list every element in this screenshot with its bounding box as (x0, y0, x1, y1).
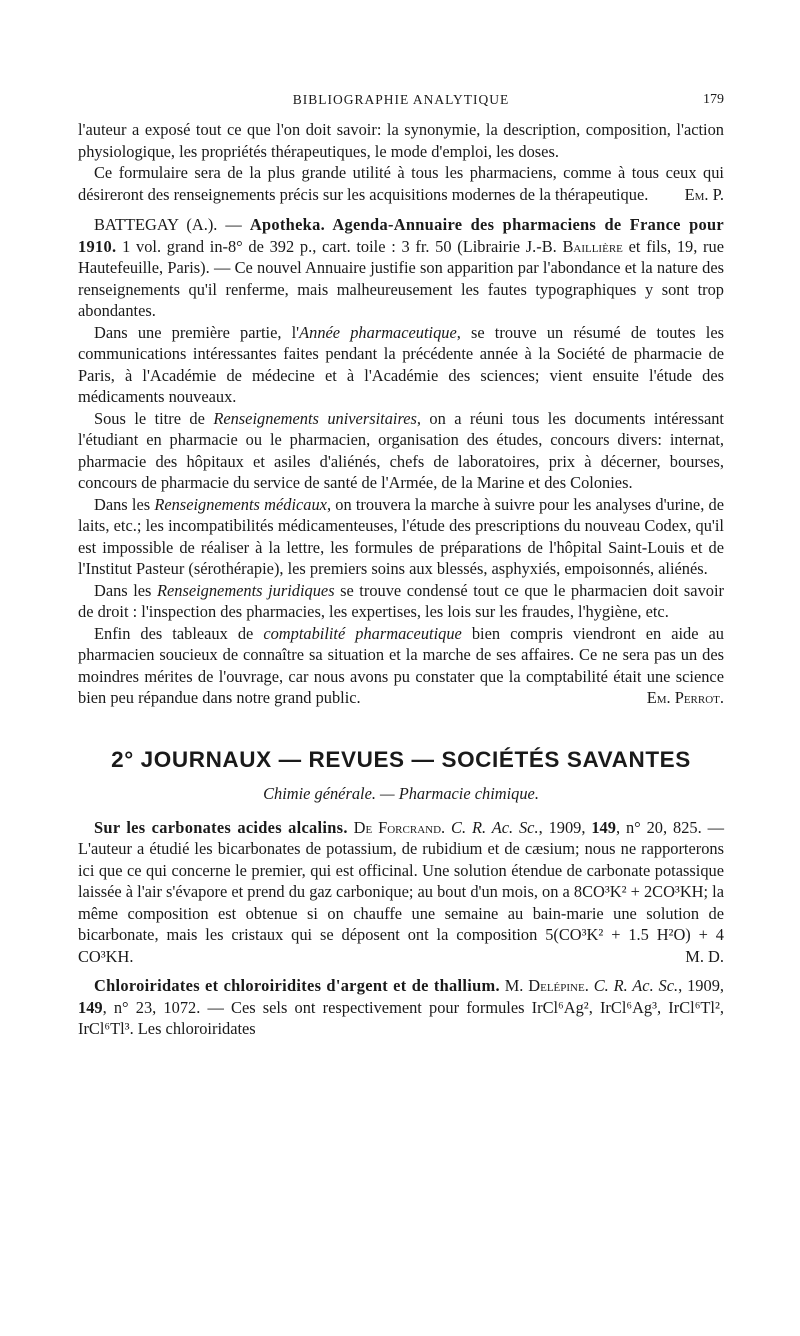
review2-paragraph-5 (78, 580, 724, 623)
article2-ref-a: , 1909, (678, 976, 724, 995)
review1-signature: Em. P. (684, 184, 724, 204)
review2-p5-italic: Renseignements juridiques (156, 580, 335, 600)
article1-author: De Forcrand. (347, 817, 452, 837)
review2-details-rest: et fils, 19, rue Hautefeuille, Paris). — Ce nouvel Annuaire justifie son apparition par l'abondance et la nature des renseignements qu'il renferme, mais malheureusement les fautes typographiques y sont trop abondantes. (78, 236, 724, 320)
review2-p3-text-a: Sous le titre de (94, 408, 214, 428)
review2-p5-text-a: Dans les (94, 580, 157, 600)
running-header (78, 92, 724, 114)
article1-title: Sur les carbonates acides alcalins. (94, 817, 348, 837)
article1-signature: M. D. (685, 946, 724, 966)
article2-title: Chloroiridates et chloroiridites d'argent et de thallium. (94, 976, 500, 995)
article1-journal: C. R. Ac. Sc. (451, 817, 539, 837)
review2-p2-text-b: , se trouve un résumé de toutes les communications intéressantes faites pendant la précédente année à la Société de pharmacie de Paris, à l'Académie de médecine et à l'Académie des sciences; vient ensuite l'étude des médicaments nouveaux. (78, 322, 724, 406)
review2-p4-text-b: , on trouvera la marche à suivre pour les analyses d'urine, de laits, etc.; les incompatibilités médicamenteuses, l'étude des prescriptions du nouveau Codex, qu'il est impossible de réaliser à la lettre, les formules de préparations de l'hôpital Saint-Louis et de l'Institut Pasteur (sérothérapie), les premiers soins aux blessés, asphyxiés, empoisonnés, aliénés. (78, 494, 724, 578)
review1-paragraph-2 (78, 162, 724, 205)
review2-p6-text-a: Enfin des tableaux de (94, 623, 264, 643)
review2-author: BATTEGAY (A.). — (94, 215, 250, 234)
review2-publisher: Baillière (562, 236, 623, 256)
article1-ref-b: , n° 20, 825. — L'auteur a étudié les bicarbonates de potassium, de rubidium et de cæsium; nous ne rapporterons ici que ce qui concerne le premier, qui est officinal. Une solution étendue de carbonate potassique laissée à l'air s'évapore et prend du gaz carbonique; au bout d'un mois, on a 8CO³K² + 2CO³KH; la même composition est obtenue si on chauffe une semaine au bain-marie une solution de bicarbonate, mais les cristaux qui se déposent ont la composition 5(CO³K² + 1.5 H²O) + 4 CO³KH. (78, 817, 724, 966)
section-subheading: Chimie générale. — Pharmacie chimique. (263, 783, 539, 803)
review2-paragraph-4 (78, 494, 724, 580)
review2-title: Apotheka. Agenda-Annuaire des pharmaciens de France pour 1910. (78, 215, 724, 256)
article1-paragraph (78, 817, 724, 968)
article2-ref-b: , n° 23, 1072. — Ces sels ont respectivement pour formules IrCl⁶Ag², IrCl⁶Ag³, IrCl⁶Tl², IrCl⁶Tl³. Les chloroiridates (78, 997, 724, 1038)
review2-paragraph-3 (78, 408, 724, 494)
section-heading: 2° JOURNAUX — REVUES — SOCIÉTÉS SAVANTES (111, 746, 691, 772)
review2-p6-italic: comptabilité pharmaceutique (263, 623, 462, 643)
review2-p3-italic: Renseignements universitaires (213, 408, 417, 428)
review2-paragraph-6 (78, 623, 724, 709)
review2-details: 1 vol. grand in-8° de 392 p., cart. toile : 3 fr. 50 (Librairie J.-B. (116, 236, 563, 256)
page-number: 179 (703, 92, 724, 107)
article2-volume: 149 (78, 997, 103, 1017)
review2-p5-text-b: se trouve condensé tout ce que le pharmacien doit savoir de droit : l'inspection des pharmacies, les expertises, les lois sur les fraudes, l'hygiène, etc. (78, 580, 724, 621)
review2-p2-italic: Année pharmaceutique (299, 322, 457, 342)
review2-p2-text-a: Dans une première partie, l' (94, 322, 300, 342)
article2-paragraph (78, 975, 724, 1040)
review2-signature: Em. Perrot. (646, 688, 724, 707)
review2-paragraph-1 (78, 214, 724, 322)
review1-paragraph-2-text: Ce formulaire sera de la plus grande utilité à tous les pharmaciens, comme à tous ceux qui désireront des renseignements précis sur les acquisitions modernes de la thérapeutique. (78, 163, 724, 204)
review2-p6-text-b: bien compris viendront en aide au pharmacien soucieux de connaître sa situation et la marche de ses affaires. Ce ne sera pas un des moindres mérites de l'ouvrage, car nous avons pu constater que la comptabilité était une science bien peu répandue dans notre grand public. (78, 623, 724, 707)
page-body (78, 119, 724, 1040)
review1-paragraph-1: l'auteur a exposé tout ce que l'on doit savoir: la synonymie, la description, composition, l'action physiologique, les propriétés thérapeutiques, le mode d'emploi, les doses. (78, 120, 724, 161)
article2-journal: C. R. Ac. Sc. (593, 976, 679, 995)
review2-p4-italic: Renseignements médicaux (154, 494, 327, 514)
review2-p3-text-b: , on a réuni tous les documents intéressant l'étudiant en pharmacie ou le pharmacien, organisation des études, concours divers: internat, pharmacie des hôpitaux et asiles d'aliénés, chefs de laboratoires, prix à décerner, bourses, concours de pharmacie du service de santé de l'Armée, de la Marine et des Colonies. (78, 408, 724, 492)
article1-volume: 149 (591, 817, 616, 837)
article1-ref-a: , 1909, (538, 817, 592, 837)
review2-paragraph-2 (78, 322, 724, 408)
article2-author: M. Delépine. (499, 976, 594, 995)
running-title: BIBLIOGRAPHIE ANALYTIQUE (292, 92, 510, 107)
review2-p4-text-a: Dans les (94, 494, 155, 514)
